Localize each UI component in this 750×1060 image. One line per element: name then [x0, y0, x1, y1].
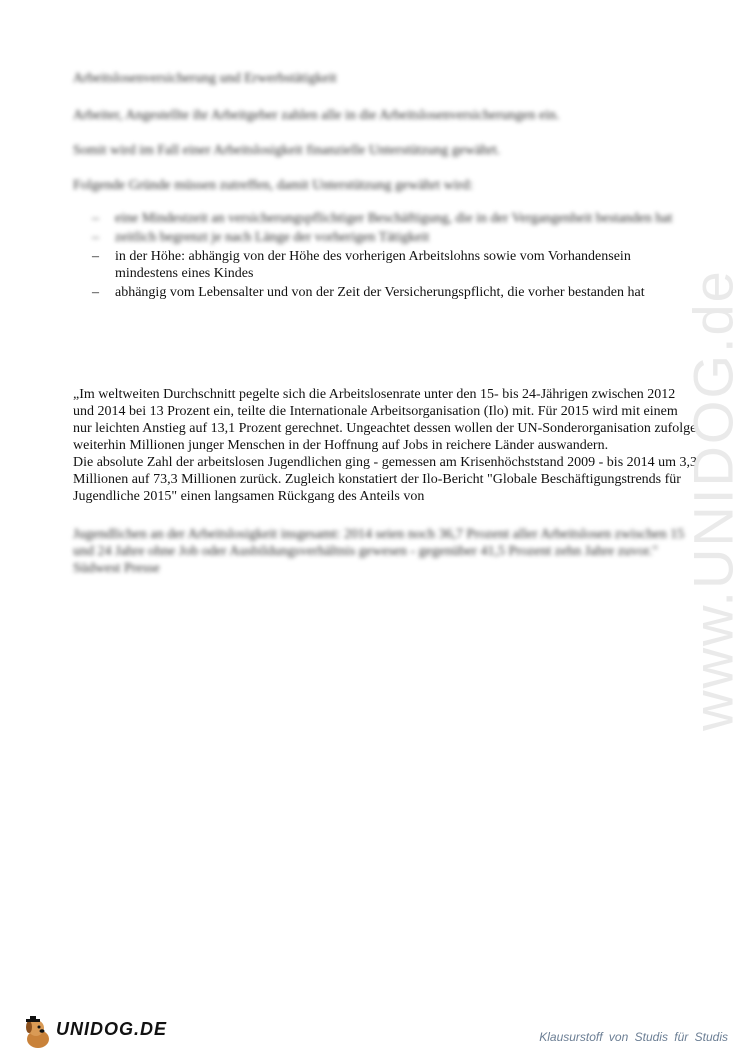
list-item: [92, 284, 692, 301]
bullet-dash: –: [92, 211, 99, 226]
quote-paragraph-1: „Im weltweiten Durchschnitt pegelte sich die Arbeitslosenrate unter den 15- bis 24-Jährigen zwischen 2012 und 2014 bei 13 Prozent ein, teilte die Internationale Arbeitsorganisation (Ilo) mit. Für 2015 wird mit einem nur leichten Anstieg auf 13,1 Prozent gerechnet. Ungeachtet dessen wollen der UN-Sonderorganisation zufolge weiterhin Millionen junger Menschen in der Hoffnung auf Jobs in reichere Länder auswandern.: [73, 387, 697, 453]
list-item-text: in der Höhe: abhängig von der Höhe des vorherigen Arbeitslohns sowie vom Vorhandensein mindestens eines Kindes: [115, 249, 631, 281]
quote-paragraph-2: Die absolute Zahl der arbeitslosen Jugendlichen ging - gemessen am Krisenhöchststand 2009 - bis 2014 um 3,3 Millionen auf 73,3 Millionen zurück. Zugleich konstatiert der Ilo-Bericht "Globale Beschäftigungstrends für Jugendliche 2015" einen langsamen Rückgang des Anteils von: [73, 455, 698, 504]
blurred-paragraph-2: Somit wird im Fall einer Arbeitslosigkeit finanzielle Unterstützung gewährt.: [73, 143, 501, 158]
bullet-dash: –: [92, 285, 99, 300]
blurred-quote-ending: Jugendlichen an der Arbeitslosigkeit insgesamt: 2014 seien noch 36,7 Prozent aller Arbeitslosen zwischen 15 und 24 Jahre ohne Job oder Ausbildungsverhältnis gewesen - gegenüber 41,5 Prozent zehn Jahre zuvor." Südwest Presse: [73, 527, 685, 576]
bullet-dash: –: [92, 249, 99, 264]
footer-tagline: Klausurstoff von Studis für Studis: [539, 1030, 728, 1044]
watermark: www.UNIDOG.de: [681, 269, 745, 731]
blurred-paragraph-1: Arbeiter, Angestellte ihr Arbeitgeber zahlen alle in die Arbeitslosenversicherungen ein.: [73, 108, 560, 123]
dog-icon: [20, 1015, 56, 1051]
list-item: [92, 248, 692, 282]
unidog-logo[interactable]: [20, 1015, 168, 1051]
blurred-heading: Arbeitslosenversicherung und Erwerbstätigkeit: [73, 71, 337, 86]
criteria-list: [92, 210, 692, 303]
bullet-dash: –: [92, 230, 99, 245]
logo-text: UNIDOG.DE: [56, 1019, 168, 1039]
list-item: [92, 229, 692, 246]
quote-block: [73, 386, 698, 505]
list-item-text: eine Mindestzeit an versicherungspflichtiger Beschäftigung, die in der Vergangenheit bestanden hat: [115, 211, 673, 226]
blurred-paragraph-3: Folgende Gründe müssen zutreffen, damit Unterstützung gewährt wird:: [73, 178, 474, 193]
list-item: [92, 210, 692, 227]
list-item-text: abhängig vom Lebensalter und von der Zeit der Versicherungspflicht, die vorher bestanden hat: [115, 285, 645, 300]
list-item-text: zeitlich begrenzt je nach Länge der vorherigen Tätigkeit: [115, 230, 430, 245]
